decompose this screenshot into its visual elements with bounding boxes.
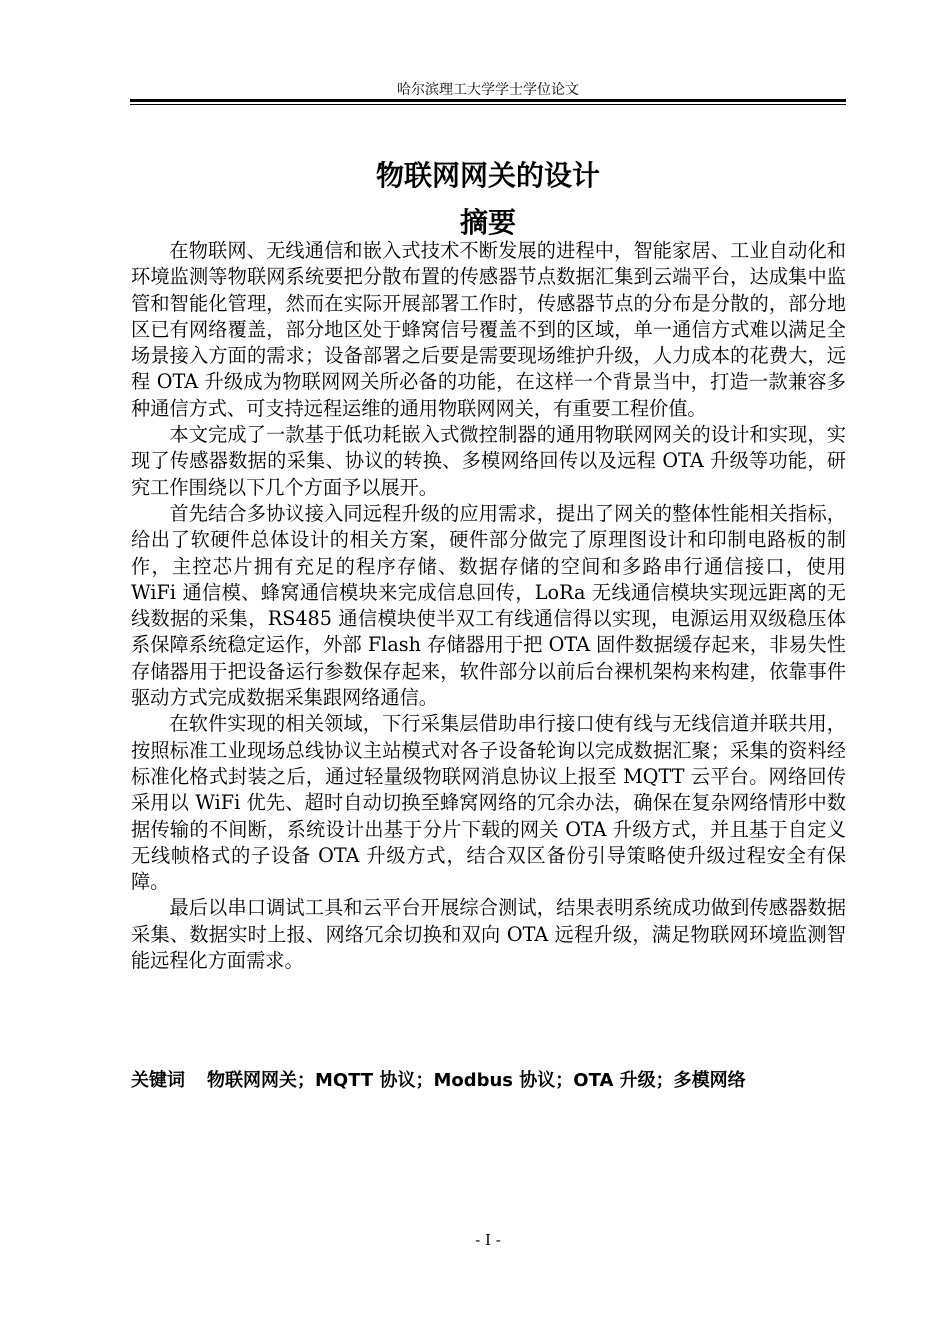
keywords-label: 关键词 xyxy=(131,1070,185,1091)
abstract-paragraph: 本文完成了一款基于低功耗嵌入式微控制器的通用物联网网关的设计和实现，实现了传感器数据的采集、协议的转换、多模网络回传以及远程 OTA 升级等功能，研究工作围绕以下几个方面予以展开。 xyxy=(131,423,846,499)
abstract-paragraph: 在软件实现的相关领域，下行采集层借助串行接口使有线与无线信道并联共用，按照标准工业现场总线协议主站模式对各子设备轮询以完成数据汇聚；采集的资料经标准化格式封装之后，通过轻量级物联网消息协议上报至 MQTT 云平台。网络回传采用以 WiFi 优先、超时自动切换至蜂窝网络的冗余办法，确保在复杂网络情形中数据传输的不间断，系统设计出基于分片下载的网关 OTA 升级方式，并且基于自定义无线帧格式的子设备 OTA 升级方式，结合双区备份引导策略使升级过程安全有保障。 xyxy=(131,712,846,894)
keywords-text: 物联网网关；MQTT 协议；Modbus 协议；OTA 升级；多模网络 xyxy=(207,1070,746,1091)
abstract-paragraph: 最后以串口调试工具和云平台开展综合测试，结果表明系统成功做到传感器数据采集、数据实时上报、网络冗余切换和双向 OTA 远程升级，满足物联网环境监测智能远程化方面需求。 xyxy=(131,896,846,973)
header-rule-thin xyxy=(130,104,846,105)
abstract-paragraph: 在物联网、无线通信和嵌入式技术不断发展的进程中，智能家居、工业自动化和环境监测等物联网系统要把分散布置的传感器节点数据汇集到云端平台，达成集中监管和智能化管理，然而在实际开展部署工作时，传感器节点的分布是分散的，部分地区已有网络覆盖，部分地区处于蜂窝信号覆盖不到的区域，单一通信方式难以满足全场景接入方面的需求；设备部署之后要是需要现场维护升级，人力成本的花费大，远程 OTA 升级成为物联网网关所必备的功能，在这样一个背景当中，打造一款兼容多种通信方式、可支持远程运维的通用物联网网关，有重要工程价值。 xyxy=(131,239,846,420)
page-number: - I - xyxy=(475,1231,501,1249)
running-header: 哈尔滨理工大学学士学位论文 xyxy=(397,82,579,98)
abstract-heading: 摘要 xyxy=(459,206,516,239)
abstract-paragraph: 首先结合多协议接入同远程升级的应用需求，提出了网关的整体性能相关指标，给出了软硬件总体设计的相关方案，硬件部分做完了原理图设计和印制电路板的制作，主控芯片拥有充足的程序存储、数据存储的空间和多路串行通信接口，使用 WiFi 通信模、蜂窝通信模块来完成信息回传，LoRa 无线通信模块实现远距离的无线数据的采集，RS485 通信模块使半双工有线通信得以实现，电源运用双级稳压体系保障系统稳定运作，外部 Flash 存储器用于把 OTA 固件数据缓存起来，非易失性存储器用于把设备运行参数保存起来，软件部分以前后台裸机架构来构建，依靠事件驱动方式完成数据采集跟网络通信。 xyxy=(131,501,846,710)
header-rule-thick xyxy=(130,99,846,102)
keywords-line xyxy=(131,1066,846,1092)
abstract-body xyxy=(131,238,846,974)
thesis-title: 物联网网关的设计 xyxy=(375,159,600,192)
